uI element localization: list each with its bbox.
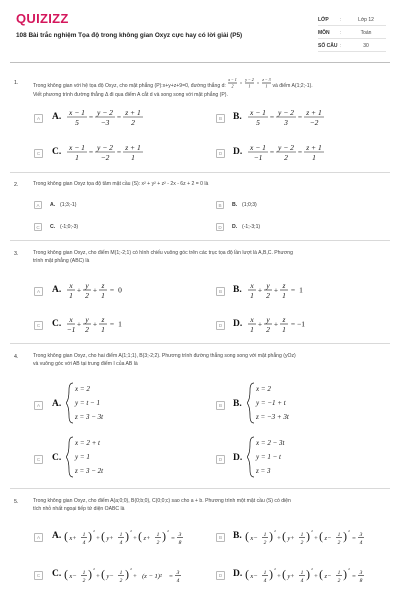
option-d-system[interactable]	[247, 434, 337, 482]
option-a-checkbox[interactable]: A	[34, 201, 42, 209]
numerator: x − 1	[250, 108, 266, 117]
term: x−	[250, 535, 258, 542]
paren: )	[88, 569, 92, 581]
denominator: 1	[265, 83, 268, 89]
option-c-system[interactable]	[66, 434, 156, 482]
denominator: 4	[82, 540, 86, 546]
plus-sign: +	[277, 573, 281, 580]
numerator: y − 2	[278, 143, 294, 152]
numerator: y	[85, 281, 89, 290]
denominator: 2	[156, 540, 160, 546]
numerator: z + 1	[306, 143, 322, 152]
option-b-label: B.	[233, 112, 242, 122]
term: y+	[287, 573, 295, 580]
meta-key: MÔN	[318, 30, 330, 36]
option-d-formula[interactable]	[247, 313, 337, 335]
option-d-checkbox[interactable]: D	[216, 223, 224, 231]
denominator: 1	[101, 291, 105, 300]
numerator: 3	[176, 570, 180, 576]
option-a-checkbox[interactable]: A	[34, 114, 43, 123]
denominator: 1	[312, 153, 316, 162]
numerator: 1	[263, 570, 267, 576]
right-hand-side: 1	[118, 319, 122, 329]
numerator: 1	[300, 532, 304, 538]
equals-sign: =	[352, 535, 356, 542]
equals-sign: =	[239, 80, 243, 86]
exponent: 2	[274, 529, 276, 533]
denominator: 2	[82, 578, 86, 584]
equals-sign: =	[171, 535, 175, 542]
denominator: 1	[282, 325, 286, 334]
exponent: 2	[167, 529, 169, 533]
option-c-formula[interactable]	[66, 313, 156, 335]
meta-row-subject: MÔN : Toán	[318, 28, 386, 39]
paren: )	[88, 531, 92, 543]
denominator: 3	[284, 118, 288, 127]
equals-sign: =	[290, 285, 296, 295]
term: z−	[324, 535, 332, 542]
paren: )	[343, 531, 347, 543]
option-a-formula[interactable]	[64, 525, 194, 549]
option-a-checkbox[interactable]: A	[34, 533, 43, 542]
plus-sign: +	[92, 285, 98, 295]
paren: (	[101, 569, 105, 581]
question-text: Trong không gian Oxyz, cho điểm M(1;-2;1) có hình chiếu vuông góc trên các trục tọa độ lần lượt là A,B,C. Phương trình mặt phẳng (ABC) là	[33, 250, 293, 264]
option-a-value[interactable]: (1;3;-1)	[60, 202, 77, 208]
denominator: 4	[176, 578, 180, 584]
option-c-value[interactable]: (-1;0;-3)	[60, 224, 79, 230]
option-d-value[interactable]: (-1;-3;1)	[242, 224, 261, 230]
option-d-checkbox[interactable]: D	[216, 149, 225, 158]
equals-sign: =	[290, 319, 296, 329]
numerator: z	[282, 315, 286, 324]
option-c-label: C.	[52, 319, 62, 329]
option-d-label: D.	[233, 453, 243, 463]
option-a-label: A.	[52, 285, 62, 295]
numerator: y	[266, 281, 270, 290]
system-line: y = 1 − t	[256, 453, 281, 461]
option-b-checkbox[interactable]: B	[216, 533, 225, 542]
equals-sign: =	[116, 147, 122, 157]
exponent: 2	[311, 529, 313, 533]
numerator: x	[250, 281, 254, 290]
denominator: 1	[250, 325, 254, 334]
paren: (	[101, 531, 105, 543]
equals-sign: =	[109, 319, 115, 329]
system-brace	[66, 383, 73, 423]
exponent: 2	[311, 567, 313, 571]
option-d-formula[interactable]	[245, 563, 375, 587]
term: (z − 1)²	[142, 573, 162, 580]
exponent: 2	[348, 529, 350, 533]
numerator: x − 1	[228, 77, 237, 82]
numerator: z	[101, 315, 105, 324]
meta-row-count: SỐ CÂU : 30	[318, 41, 386, 52]
option-c-label: C.	[52, 453, 62, 463]
system-line: z = 3 − 3t	[75, 413, 104, 421]
question-number: 3.	[14, 251, 19, 257]
numerator: 1	[82, 532, 86, 538]
denominator: 8	[178, 540, 182, 546]
term: y−	[106, 573, 114, 580]
denominator: 1	[248, 83, 251, 89]
option-b-system[interactable]	[247, 380, 337, 428]
numerator: x − 1	[250, 143, 266, 152]
plus-sign: +	[277, 535, 281, 542]
denominator: 2	[337, 540, 341, 546]
paren: )	[269, 569, 273, 581]
denominator: 2	[266, 325, 270, 334]
denominator: 1	[282, 291, 286, 300]
paren: )	[306, 569, 310, 581]
numerator: 3	[359, 532, 363, 538]
numerator: x	[250, 315, 254, 324]
meta-value: Lớp 12	[358, 17, 374, 23]
equals-sign: =	[297, 147, 303, 157]
denominator: 2	[337, 578, 341, 584]
meta-row-class: LỚP : Lớp 12	[318, 15, 386, 26]
option-a-system[interactable]	[66, 380, 156, 428]
question-text: Trong không gian Oxyz tọa độ tâm mặt cầu (S): x² + y² + z² - 2x - 6z + 2 = 0 là	[33, 181, 209, 187]
term: x+	[69, 535, 77, 542]
equals-sign: =	[88, 147, 94, 157]
option-a-checkbox[interactable]: A	[34, 287, 43, 296]
paren: (	[282, 569, 286, 581]
term: x−	[250, 573, 258, 580]
question-divider	[10, 172, 390, 173]
option-b-checkbox[interactable]: B	[216, 114, 225, 123]
right-hand-side: 1	[299, 285, 303, 295]
paren: )	[343, 569, 347, 581]
option-d-formula[interactable]	[247, 141, 343, 163]
system-line: z = 3	[256, 467, 271, 475]
denominator: −2	[309, 118, 319, 127]
numerator: 1	[337, 532, 341, 538]
equals-sign: =	[88, 112, 94, 122]
numerator: y	[85, 315, 89, 324]
paren: (	[245, 531, 249, 543]
option-b-value[interactable]: (1;0;3)	[242, 202, 257, 208]
numerator: x − 1	[69, 108, 85, 117]
denominator: 2	[300, 540, 304, 546]
option-a-label: A.	[52, 399, 62, 409]
q1-line-d	[227, 77, 272, 89]
option-b-label: B.	[232, 202, 238, 208]
numerator: 1	[119, 532, 123, 538]
option-c-formula[interactable]	[66, 141, 162, 163]
denominator: 2	[119, 578, 123, 584]
equals-sign: =	[256, 80, 260, 86]
question-number: 2.	[14, 182, 19, 188]
option-d-checkbox[interactable]: D	[216, 455, 225, 464]
exponent: 2	[93, 567, 95, 571]
numerator: z	[282, 281, 286, 290]
numerator: 1	[300, 570, 304, 576]
system-line: y = −1 + t	[256, 399, 286, 407]
option-b-checkbox[interactable]: B	[216, 201, 224, 209]
option-c-label: C.	[52, 569, 62, 579]
question-number: 4.	[14, 354, 19, 360]
denominator: −3	[100, 118, 110, 127]
paren: (	[138, 531, 142, 543]
question-divider	[10, 343, 390, 344]
denominator: 2	[131, 118, 135, 127]
question-divider	[10, 240, 390, 241]
term: x−	[69, 573, 77, 580]
meta-value: Toán	[360, 30, 372, 36]
system-line: x = 2 + t	[75, 439, 100, 447]
option-c-formula[interactable]	[64, 563, 194, 587]
option-b-label: B.	[233, 399, 242, 409]
numerator: y	[266, 315, 270, 324]
plus-sign: +	[133, 535, 137, 542]
denominator: 4	[263, 578, 267, 584]
page-title: 108 Bài trắc nghiệm Tọa độ trong không gian Oxyz cực hay có lời giải (P5)	[16, 32, 243, 39]
numerator: 1	[337, 570, 341, 576]
denominator: 2	[284, 153, 288, 162]
option-a-formula[interactable]	[66, 279, 156, 301]
plus-sign: +	[96, 573, 100, 580]
system-line: x = 2 − 3t	[256, 439, 285, 447]
question-number: 1.	[14, 80, 19, 86]
option-b-checkbox[interactable]: B	[216, 287, 225, 296]
equals-sign: =	[269, 112, 275, 122]
system-brace	[247, 383, 254, 423]
right-hand-side: −1	[297, 319, 305, 329]
right-hand-side: 0	[118, 285, 122, 295]
paren: )	[125, 569, 129, 581]
denominator: 5	[256, 118, 260, 127]
numerator: 3	[359, 570, 363, 576]
plus-sign: +	[92, 319, 98, 329]
meta-key: SỐ CÂU	[318, 43, 338, 49]
exponent: 2	[130, 529, 132, 533]
term: y+	[287, 535, 295, 542]
paren: (	[319, 569, 323, 581]
denominator: −2	[100, 153, 110, 162]
question-text: Trong không gian Oxyz, cho hai điểm A(1;1;1), B(3;-2;2). Phương trình đường thẳng song song với mặt phẳng (yOz) và vuông góc với AB tại trung điểm I của AB là	[33, 353, 296, 367]
denominator: 5	[75, 118, 79, 127]
numerator: 1	[156, 532, 160, 538]
option-c-checkbox[interactable]: C	[34, 223, 42, 231]
numerator: y − 2	[97, 108, 113, 117]
term: z−	[324, 573, 332, 580]
option-c-label: C.	[52, 147, 62, 157]
plus-sign: +	[76, 285, 82, 295]
option-d-label: D.	[233, 319, 243, 329]
denominator: 1	[131, 153, 135, 162]
option-b-formula[interactable]	[245, 525, 375, 549]
numerator: z + 1	[125, 108, 141, 117]
denominator: 1	[250, 291, 254, 300]
term: z+	[143, 535, 151, 542]
numerator: z	[101, 281, 105, 290]
denominator: 1	[69, 291, 73, 300]
paren: )	[306, 531, 310, 543]
system-line: y = t − 1	[75, 399, 100, 407]
denominator: 1	[75, 153, 79, 162]
numerator: y − 2	[245, 77, 254, 82]
numerator: 1	[82, 570, 86, 576]
equals-sign: =	[109, 285, 115, 295]
option-b-label: B.	[233, 531, 242, 541]
option-b-formula[interactable]	[247, 279, 337, 301]
plus-sign: +	[273, 285, 279, 295]
option-d-checkbox[interactable]: D	[216, 321, 225, 330]
option-a-label: A.	[52, 531, 62, 541]
option-c-checkbox[interactable]: C	[34, 321, 43, 330]
exponent: 2	[348, 567, 350, 571]
plus-sign: +	[133, 573, 137, 580]
paren: (	[245, 569, 249, 581]
meta-value: 30	[363, 43, 369, 49]
numerator: x	[69, 315, 73, 324]
plus-sign: +	[76, 319, 82, 329]
plus-sign: +	[314, 573, 318, 580]
system-brace	[66, 437, 73, 477]
denominator: 1	[101, 325, 105, 334]
option-c-checkbox[interactable]: C	[34, 571, 43, 580]
numerator: x	[69, 281, 73, 290]
header-divider	[10, 62, 390, 63]
option-d-label: D.	[233, 147, 243, 157]
option-a-checkbox[interactable]: A	[34, 401, 43, 410]
plus-sign: +	[273, 319, 279, 329]
option-c-label: C.	[50, 224, 56, 230]
equals-sign: =	[352, 573, 356, 580]
paren: )	[269, 531, 273, 543]
numerator: 3	[178, 532, 182, 538]
numerator: 1	[263, 532, 267, 538]
denominator: 8	[359, 578, 363, 584]
paren: (	[282, 531, 286, 543]
numerator: z − 3	[262, 77, 271, 82]
question-text: Trong không gian Oxyz, cho điểm A(a;0;0), B(0;b;0), C(0;0;c) sao cho a + b. Phương trình một mặt cầu (S) có diện tích nhỏ nhất ngoại tiếp tứ diện OABC là	[33, 498, 291, 512]
option-b-formula[interactable]	[247, 106, 343, 128]
plus-sign: +	[257, 285, 263, 295]
option-c-checkbox[interactable]: C	[34, 149, 43, 158]
denominator: 4	[300, 578, 304, 584]
denominator: 2	[85, 325, 89, 334]
system-brace	[247, 437, 254, 477]
option-a-formula[interactable]	[66, 106, 162, 128]
denominator: 2	[85, 291, 89, 300]
plus-sign: +	[96, 535, 100, 542]
numerator: y − 2	[278, 108, 294, 117]
denominator: 4	[119, 540, 123, 546]
equals-sign: =	[116, 112, 122, 122]
denominator: 2	[231, 83, 234, 89]
option-a-label: A.	[50, 202, 56, 208]
equals-sign: =	[169, 573, 173, 580]
math-formula	[227, 78, 271, 87]
meta-key: LỚP	[318, 17, 329, 23]
option-b-checkbox[interactable]: B	[216, 401, 225, 410]
option-d-label: D.	[232, 224, 238, 230]
term: y+	[106, 535, 114, 542]
equals-sign: =	[297, 112, 303, 122]
paren: )	[125, 531, 129, 543]
system-line: z = −3 + 3t	[256, 413, 289, 421]
numerator: 1	[119, 570, 123, 576]
numerator: x − 1	[69, 143, 85, 152]
denominator: 4	[359, 540, 363, 546]
exponent: 2	[93, 529, 95, 533]
plus-sign: +	[314, 535, 318, 542]
option-d-checkbox[interactable]: D	[216, 571, 225, 580]
plus-sign: +	[257, 319, 263, 329]
meta-panel	[318, 15, 386, 54]
denominator: 2	[266, 291, 270, 300]
numerator: y − 2	[97, 143, 113, 152]
question-divider	[10, 488, 390, 489]
denominator: −1	[66, 325, 76, 334]
denominator: −1	[253, 153, 263, 162]
equals-sign: =	[269, 147, 275, 157]
option-c-checkbox[interactable]: C	[34, 455, 43, 464]
system-line: x = 2	[75, 385, 90, 393]
paren: (	[319, 531, 323, 543]
system-line: y = 1	[75, 453, 90, 461]
paren: (	[64, 569, 68, 581]
question-number: 5.	[14, 499, 19, 505]
numerator: z + 1	[125, 143, 141, 152]
numerator: z + 1	[306, 108, 322, 117]
system-line: x = 2	[256, 385, 271, 393]
quizizz-logo: QUIZIZZ	[16, 11, 69, 26]
exponent: 2	[274, 567, 276, 571]
system-line: z = 3 − 2t	[75, 467, 104, 475]
option-d-label: D.	[233, 569, 243, 579]
paren: (	[64, 531, 68, 543]
option-a-label: A.	[52, 112, 62, 122]
exponent: 2	[130, 567, 132, 571]
denominator: 2	[263, 540, 267, 546]
paren: )	[162, 531, 166, 543]
question-text: Trong không gian với hệ tọa độ Oxyz, cho mặt phẳng (P):x+y+z+9=0, đường thẳng d: x − 1 2 = y − 2 1 = z − 3 1 và điểm A(1;2;-1). Viết phương trình đường thẳng Δ đi qua điểm A cắt d và song song với mặt phẳng (P).	[33, 77, 313, 98]
option-b-label: B.	[233, 285, 242, 295]
